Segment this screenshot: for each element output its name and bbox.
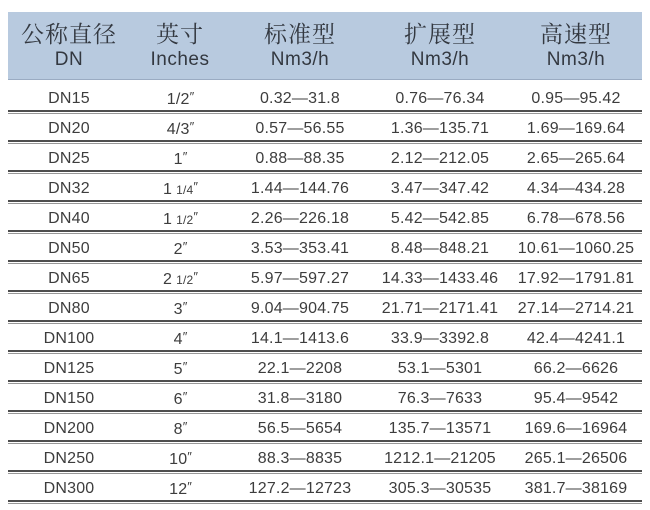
cell-highspeed: 0.95—95.42 — [531, 89, 621, 107]
cell-inches — [130, 294, 230, 323]
cell-dn: DN25 — [48, 149, 90, 167]
cell-standard: 0.32—31.8 — [259, 89, 341, 107]
inch-value: 4/3 — [166, 121, 190, 138]
cell-inches — [130, 114, 230, 143]
cell-dn: DN20 — [48, 119, 90, 137]
cell-standard: 14.1—1413.6 — [250, 329, 350, 347]
col-header-extended — [370, 21, 510, 71]
col-header-extended-sub: Nm3/h — [410, 48, 470, 70]
table-row — [8, 324, 642, 350]
cell-extended: 1212.1—21205 — [384, 449, 496, 467]
cell-standard: 9.04—904.75 — [250, 299, 350, 317]
cell-extended: 14.33—1433.46 — [381, 269, 499, 287]
table-row — [8, 204, 642, 230]
cell-extended: 1.36—135.71 — [390, 119, 490, 137]
col-header-inches — [130, 21, 230, 71]
cell-inches — [130, 174, 230, 203]
cell-extended: 2.12—212.05 — [390, 149, 490, 167]
table-row — [8, 354, 642, 380]
cell-standard: 2.26—226.18 — [250, 209, 350, 227]
inch-value: 1 — [173, 151, 183, 168]
inch-value: 8 — [173, 421, 183, 438]
cell-standard: 31.8—3180 — [257, 389, 343, 407]
cell-extended: 8.48—848.21 — [390, 239, 490, 257]
table-row — [8, 444, 642, 470]
inch-value: 10 — [169, 451, 188, 468]
col-header-dn — [8, 21, 130, 71]
cell-inches — [130, 444, 230, 473]
col-header-dn-sub: DN — [54, 48, 84, 70]
inch-fraction: 1/4 — [176, 183, 194, 197]
cell-highspeed: 27.14—2714.21 — [517, 299, 635, 317]
cell-extended: 305.3—30535 — [388, 479, 492, 497]
inch-mark: ″ — [182, 359, 187, 374]
cell-highspeed: 265.1—26506 — [524, 449, 628, 467]
table-row — [8, 174, 642, 200]
inch-value: 4 — [173, 331, 183, 348]
cell-highspeed: 95.4—9542 — [533, 389, 619, 407]
table-row — [8, 384, 642, 410]
cell-extended: 5.42—542.85 — [390, 209, 490, 227]
col-header-dn-cn: 公称直径 — [21, 20, 117, 47]
cell-standard: 5.97—597.27 — [250, 269, 350, 287]
table-row — [8, 474, 642, 500]
cell-inches — [130, 474, 230, 503]
cell-extended: 53.1—5301 — [397, 359, 483, 377]
cell-extended: 33.9—3392.8 — [390, 329, 490, 347]
table-row — [8, 294, 642, 320]
cell-highspeed: 169.6—16964 — [524, 419, 628, 437]
cell-extended: 0.76—76.34 — [395, 89, 485, 107]
cell-inches — [130, 384, 230, 413]
cell-dn: DN150 — [43, 389, 95, 407]
cell-inches — [130, 204, 230, 233]
inch-value: 1/2 — [166, 91, 190, 108]
cell-standard: 3.53—353.41 — [250, 239, 350, 257]
cell-standard: 127.2—12723 — [248, 479, 352, 497]
col-header-highspeed-sub: Nm3/h — [546, 48, 606, 70]
cell-extended: 135.7—13571 — [388, 419, 492, 437]
inch-fraction: 1/2 — [176, 213, 194, 227]
cell-dn: DN15 — [48, 89, 90, 107]
cell-highspeed: 42.4—4241.1 — [526, 329, 626, 347]
table-row — [8, 234, 642, 260]
table-row — [8, 84, 642, 110]
table-row — [8, 414, 642, 440]
cell-highspeed: 10.61—1060.25 — [517, 239, 635, 257]
col-header-extended-cn: 扩展型 — [404, 20, 476, 47]
inch-value: 1 — [162, 181, 173, 198]
inch-mark: ″ — [182, 329, 187, 344]
cell-inches — [130, 414, 230, 443]
cell-highspeed: 1.69—169.64 — [526, 119, 626, 137]
inch-value: 2 — [173, 241, 183, 258]
cell-dn: DN32 — [48, 179, 90, 197]
cell-inches — [130, 234, 230, 263]
inch-mark: ″ — [187, 479, 191, 494]
inch-mark: ″ — [189, 89, 194, 104]
col-header-inches-sub: Inches — [150, 48, 210, 70]
cell-highspeed: 4.34—434.28 — [526, 179, 626, 197]
col-header-standard-sub: Nm3/h — [270, 48, 330, 70]
cell-inches — [130, 324, 230, 353]
cell-dn: DN80 — [48, 299, 90, 317]
col-header-standard-cn: 标准型 — [264, 20, 336, 47]
cell-inches — [130, 84, 230, 113]
cell-dn: DN300 — [43, 479, 95, 497]
cell-standard: 88.3—8835 — [257, 449, 343, 467]
inch-mark: ″ — [182, 389, 187, 404]
cell-standard: 0.57—56.55 — [255, 119, 345, 137]
inch-value: 12 — [169, 481, 188, 498]
table-row — [8, 264, 642, 290]
inch-value: 2 — [162, 271, 173, 288]
inch-fraction: 1/2 — [176, 273, 194, 287]
inch-value: 3 — [173, 301, 183, 318]
cell-standard: 1.44—144.76 — [250, 179, 350, 197]
cell-highspeed: 17.92—1791.81 — [517, 269, 635, 287]
inch-mark: ″ — [182, 149, 187, 164]
col-header-standard — [230, 21, 370, 71]
cell-standard: 0.88—88.35 — [255, 149, 345, 167]
cell-standard: 22.1—2208 — [257, 359, 343, 377]
cell-dn: DN250 — [43, 449, 95, 467]
cell-dn: DN50 — [48, 239, 90, 257]
table-header — [8, 12, 642, 80]
inch-mark: ″ — [189, 119, 194, 134]
cell-standard: 56.5—5654 — [257, 419, 343, 437]
inch-mark: ″ — [182, 299, 187, 314]
inch-mark: ″ — [182, 419, 187, 434]
inch-mark: ″ — [182, 239, 187, 254]
cell-inches — [130, 144, 230, 173]
col-header-inches-cn: 英寸 — [156, 20, 204, 47]
table-row — [8, 114, 642, 140]
inch-mark: ″ — [193, 269, 197, 284]
col-header-highspeed-cn: 高速型 — [540, 20, 612, 47]
cell-inches — [130, 354, 230, 383]
inch-value: 5 — [173, 361, 183, 378]
cell-dn: DN65 — [48, 269, 90, 287]
inch-value: 1 — [162, 211, 173, 228]
cell-dn: DN125 — [43, 359, 95, 377]
cell-highspeed: 6.78—678.56 — [526, 209, 626, 227]
cell-dn: DN200 — [43, 419, 95, 437]
cell-extended: 3.47—347.42 — [390, 179, 490, 197]
cell-extended: 76.3—7633 — [397, 389, 483, 407]
cell-inches — [130, 264, 230, 293]
cell-highspeed: 66.2—6626 — [533, 359, 619, 377]
cell-highspeed: 2.65—265.64 — [526, 149, 626, 167]
table-row — [8, 144, 642, 170]
cell-highspeed: 381.7—38169 — [524, 479, 628, 497]
cell-dn: DN40 — [48, 209, 90, 227]
col-header-highspeed — [510, 21, 642, 71]
inch-mark: ″ — [193, 209, 197, 224]
inch-value: 6 — [173, 391, 183, 408]
cell-extended: 21.71—2171.41 — [381, 299, 499, 317]
cell-dn: DN100 — [43, 329, 95, 347]
inch-mark: ″ — [187, 449, 191, 464]
inch-mark: ″ — [193, 179, 197, 194]
